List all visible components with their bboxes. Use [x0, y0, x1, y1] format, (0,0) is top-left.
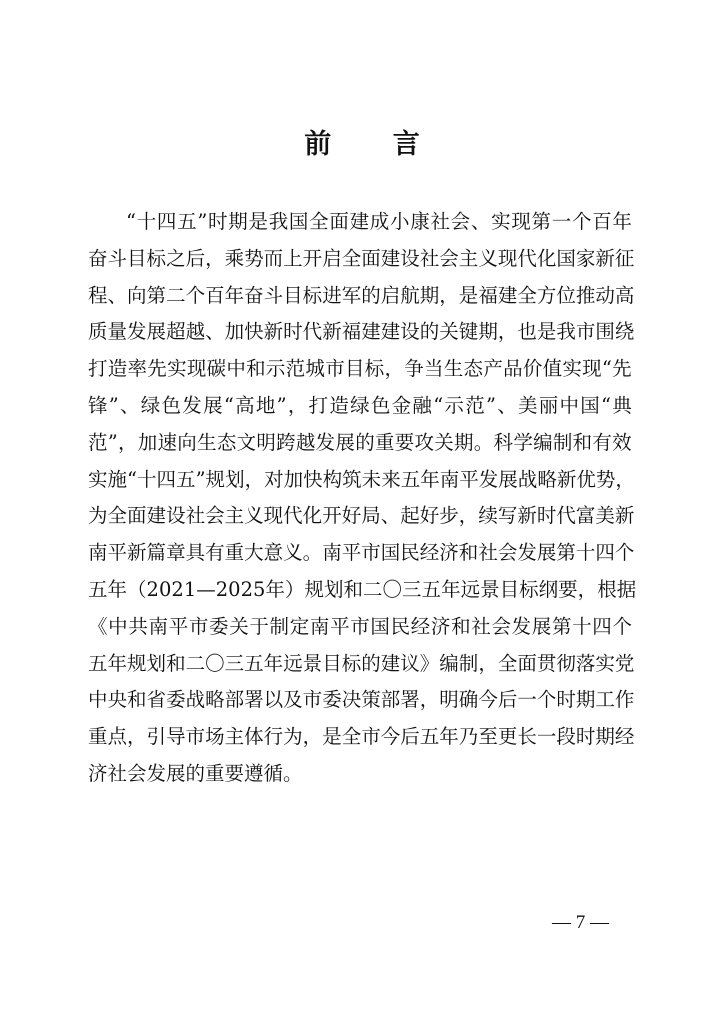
paragraph-line-6: 锋 ” 、 绿 色 发 展 “ 高 地 ” ， 打 造 绿 色 金 融 “ 示 范 ” 、 美 丽 中 国 “ 典 — [88, 393, 632, 417]
preface-paragraph — [88, 207, 637, 796]
paragraph-line-12: 《 中 共 南 平 市 委 关 于 制 定 南 平 市 国 民 经 济 和 社 会 发 展 第 十 四 个 — [88, 614, 632, 638]
paragraph-line-8: 实 施 “ 十 四 五 ” 规 划 ， 对 加 快 构 筑 未 来 五 年 南 平 发 展 战 略 新 优 势 ， — [88, 467, 635, 491]
paragraph-line-16: 济社会发展的重要遵循。 — [88, 761, 303, 785]
paragraph-line-10: 南 平 新 篇 章 具 有 重 大 意 义 。 南 平 市 国 民 经 济 和 社 会 发 展 第 十 四 个 — [88, 541, 635, 565]
paragraph-line-7: 范 ” ， 加 速 向 生 态 文 明 跨 越 发 展 的 重 要 攻 关 期 。 科 学 编 制 和 有 效 — [88, 430, 632, 454]
page-number: — 7 — — [552, 912, 609, 933]
page-title: 前 言 — [304, 129, 446, 160]
paragraph-line-1: “ 十 四 五 ” 时 期 是 我 国 全 面 建 成 小 康 社 会 、 实 现 第 一 个 百 年 — [126, 210, 632, 233]
paragraph-line-11: 五 年 （ 2 0 2 1 — 2 0 2 5 年 ） 规 划 和 二 〇 三 五 年 远 景 目 标 纲 要 ， 根 据 — [88, 577, 637, 601]
paragraph-line-3: 程 、 向 第 二 个 百 年 奋 斗 目 标 进 军 的 启 航 期 ， 是 福 建 全 方 位 推 动 高 — [88, 283, 635, 307]
paragraph-line-13: 五 年 规 划 和 二 〇 三 五 年 远 景 目 标 的 建 议 》 编 制 ， 全 面 贯 彻 落 实 党 — [88, 651, 635, 675]
paragraph-line-14: 中 央 和 省 委 战 略 部 署 以 及 市 委 决 策 部 署 ， 明 确 今 后 一 个 时 期 工 作 — [88, 688, 635, 712]
paragraph-line-9: 为 全 面 建 设 社 会 主 义 现 代 化 开 好 局 、 起 好 步 ， 续 写 新 时 代 富 美 新 — [88, 504, 635, 528]
paragraph-line-5: 打 造 率 先 实 现 碳 中 和 示 范 城 市 目 标 ， 争 当 生 态 产 品 价 值 实 现 “ 先 — [88, 357, 632, 381]
paragraph-line-4: 质 量 发 展 超 越 、 加 快 新 时 代 新 福 建 建 设 的 关 键 期 ， 也 是 我 市 围 绕 — [88, 320, 635, 344]
paragraph-line-15: 重 点 ， 引 导 市 场 主 体 行 为 ， 是 全 市 今 后 五 年 乃 至 更 长 一 段 时 期 经 — [88, 725, 635, 749]
paragraph-line-2: 奋 斗 目 标 之 后 ， 乘 势 而 上 开 启 全 面 建 设 社 会 主 义 现 代 化 国 家 新 征 — [88, 246, 635, 270]
